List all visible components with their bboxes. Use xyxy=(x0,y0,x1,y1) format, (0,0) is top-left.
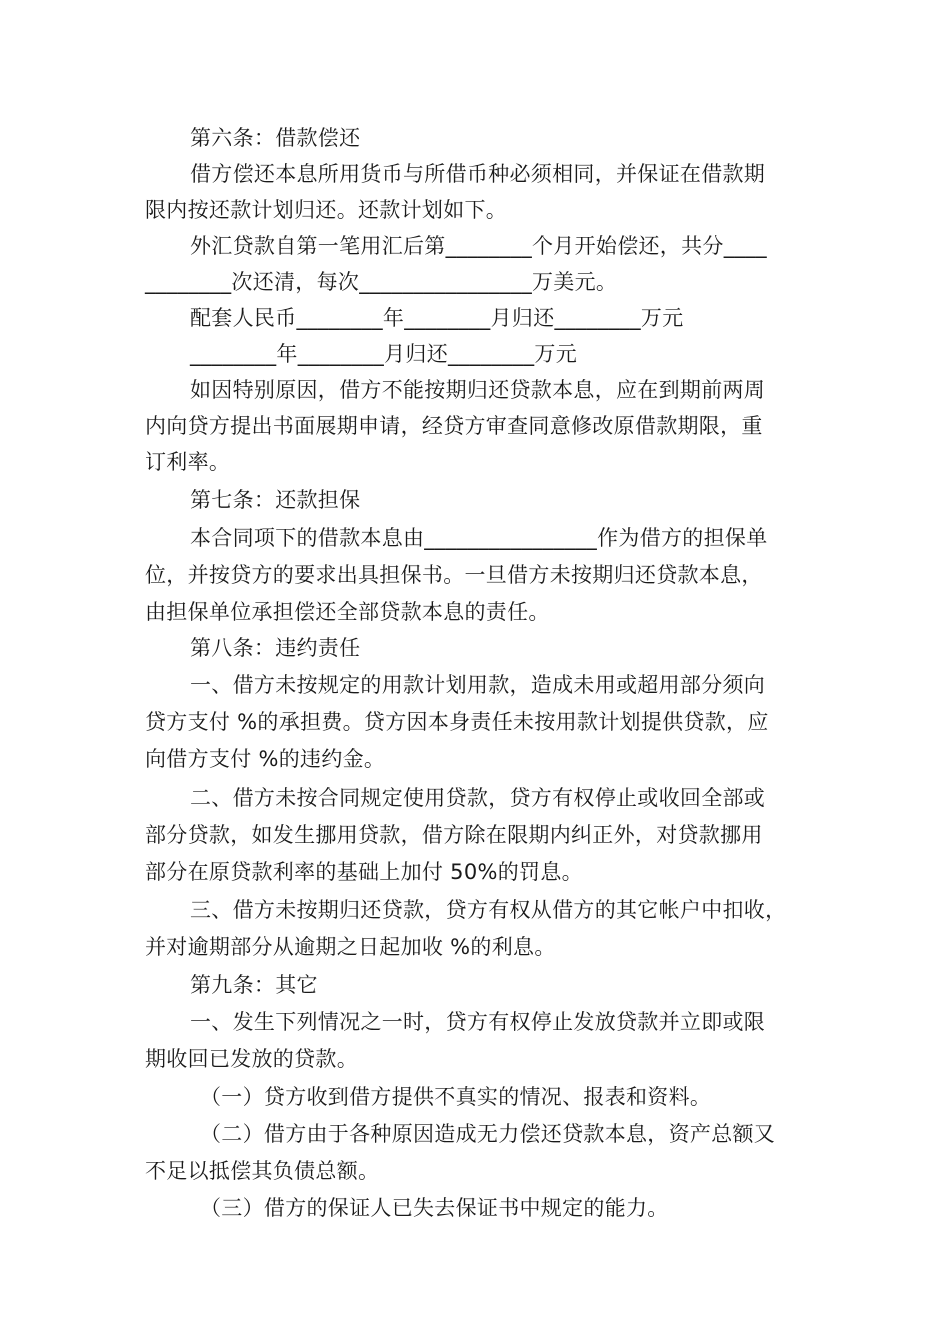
article-6-heading: 第六条：借款偿还 xyxy=(190,126,361,150)
paragraph-line: 贷方支付 %的承担费。贷方因本身责任未按用款计划提供贷款，应 xyxy=(145,710,769,734)
paragraph-line: 二、借方未按合同规定使用贷款，贷方有权停止或收回全部或 xyxy=(190,786,766,810)
paragraph-line: 期收回已发放的贷款。 xyxy=(145,1047,358,1071)
paragraph-line: ________年________月归还________万元 xyxy=(190,342,577,366)
paragraph-line: 一、发生下列情况之一时，贷方有权停止发放贷款并立即或限 xyxy=(190,1010,766,1034)
article-8-heading: 第八条：违约责任 xyxy=(190,636,361,660)
paragraph-line: 位，并按贷方的要求出具担保书。一旦借方未按期归还贷款本息， xyxy=(145,563,763,587)
paragraph-line: ________次还清，每次________________万美元。 xyxy=(145,270,618,294)
list-item: （一）贷方收到借方提供不真实的情况、报表和资料。 xyxy=(200,1085,712,1109)
paragraph-line: 本合同项下的借款本息由________________作为借方的担保单 xyxy=(190,526,768,550)
paragraph-line: 并对逾期部分从逾期之日起加收 %的利息。 xyxy=(145,935,556,959)
paragraph-line: 由担保单位承担偿还全部贷款本息的责任。 xyxy=(145,600,550,624)
paragraph-line: 限内按还款计划归还。还款计划如下。 xyxy=(145,198,508,222)
paragraph-line: 向借方支付 %的违约金。 xyxy=(145,747,386,771)
paragraph-line: 订利率。 xyxy=(145,450,231,474)
list-item-continuation: 不足以抵偿其负债总额。 xyxy=(145,1159,380,1183)
article-9-heading: 第九条：其它 xyxy=(190,973,318,997)
paragraph-line: 借方偿还本息所用货币与所借币种必须相同，并保证在借款期 xyxy=(190,162,766,186)
paragraph-line: 一、借方未按规定的用款计划用款，造成未用或超用部分须向 xyxy=(190,673,766,697)
paragraph-line: 如因特别原因，借方不能按期归还贷款本息，应在到期前两周 xyxy=(190,378,766,402)
paragraph-line: 三、借方未按期归还贷款，贷方有权从借方的其它帐户中扣收， xyxy=(190,898,787,922)
paragraph-line: 外汇贷款自第一笔用汇后第________个月开始偿还，共分____ xyxy=(190,234,767,258)
list-item: （三）借方的保证人已失去保证书中规定的能力。 xyxy=(200,1196,669,1220)
paragraph-line: 部分在原贷款利率的基础上加付 50%的罚息。 xyxy=(145,860,583,884)
list-item: （二）借方由于各种原因造成无力偿还贷款本息，资产总额又 xyxy=(200,1122,776,1146)
paragraph-line: 内向贷方提出书面展期申请，经贷方审查同意修改原借款期限，重 xyxy=(145,414,763,438)
paragraph-line: 部分贷款，如发生挪用贷款，借方除在限期内纠正外，对贷款挪用 xyxy=(145,823,763,847)
paragraph-line: 配套人民币________年________月归还________万元 xyxy=(190,306,684,330)
article-7-heading: 第七条：还款担保 xyxy=(190,488,361,512)
